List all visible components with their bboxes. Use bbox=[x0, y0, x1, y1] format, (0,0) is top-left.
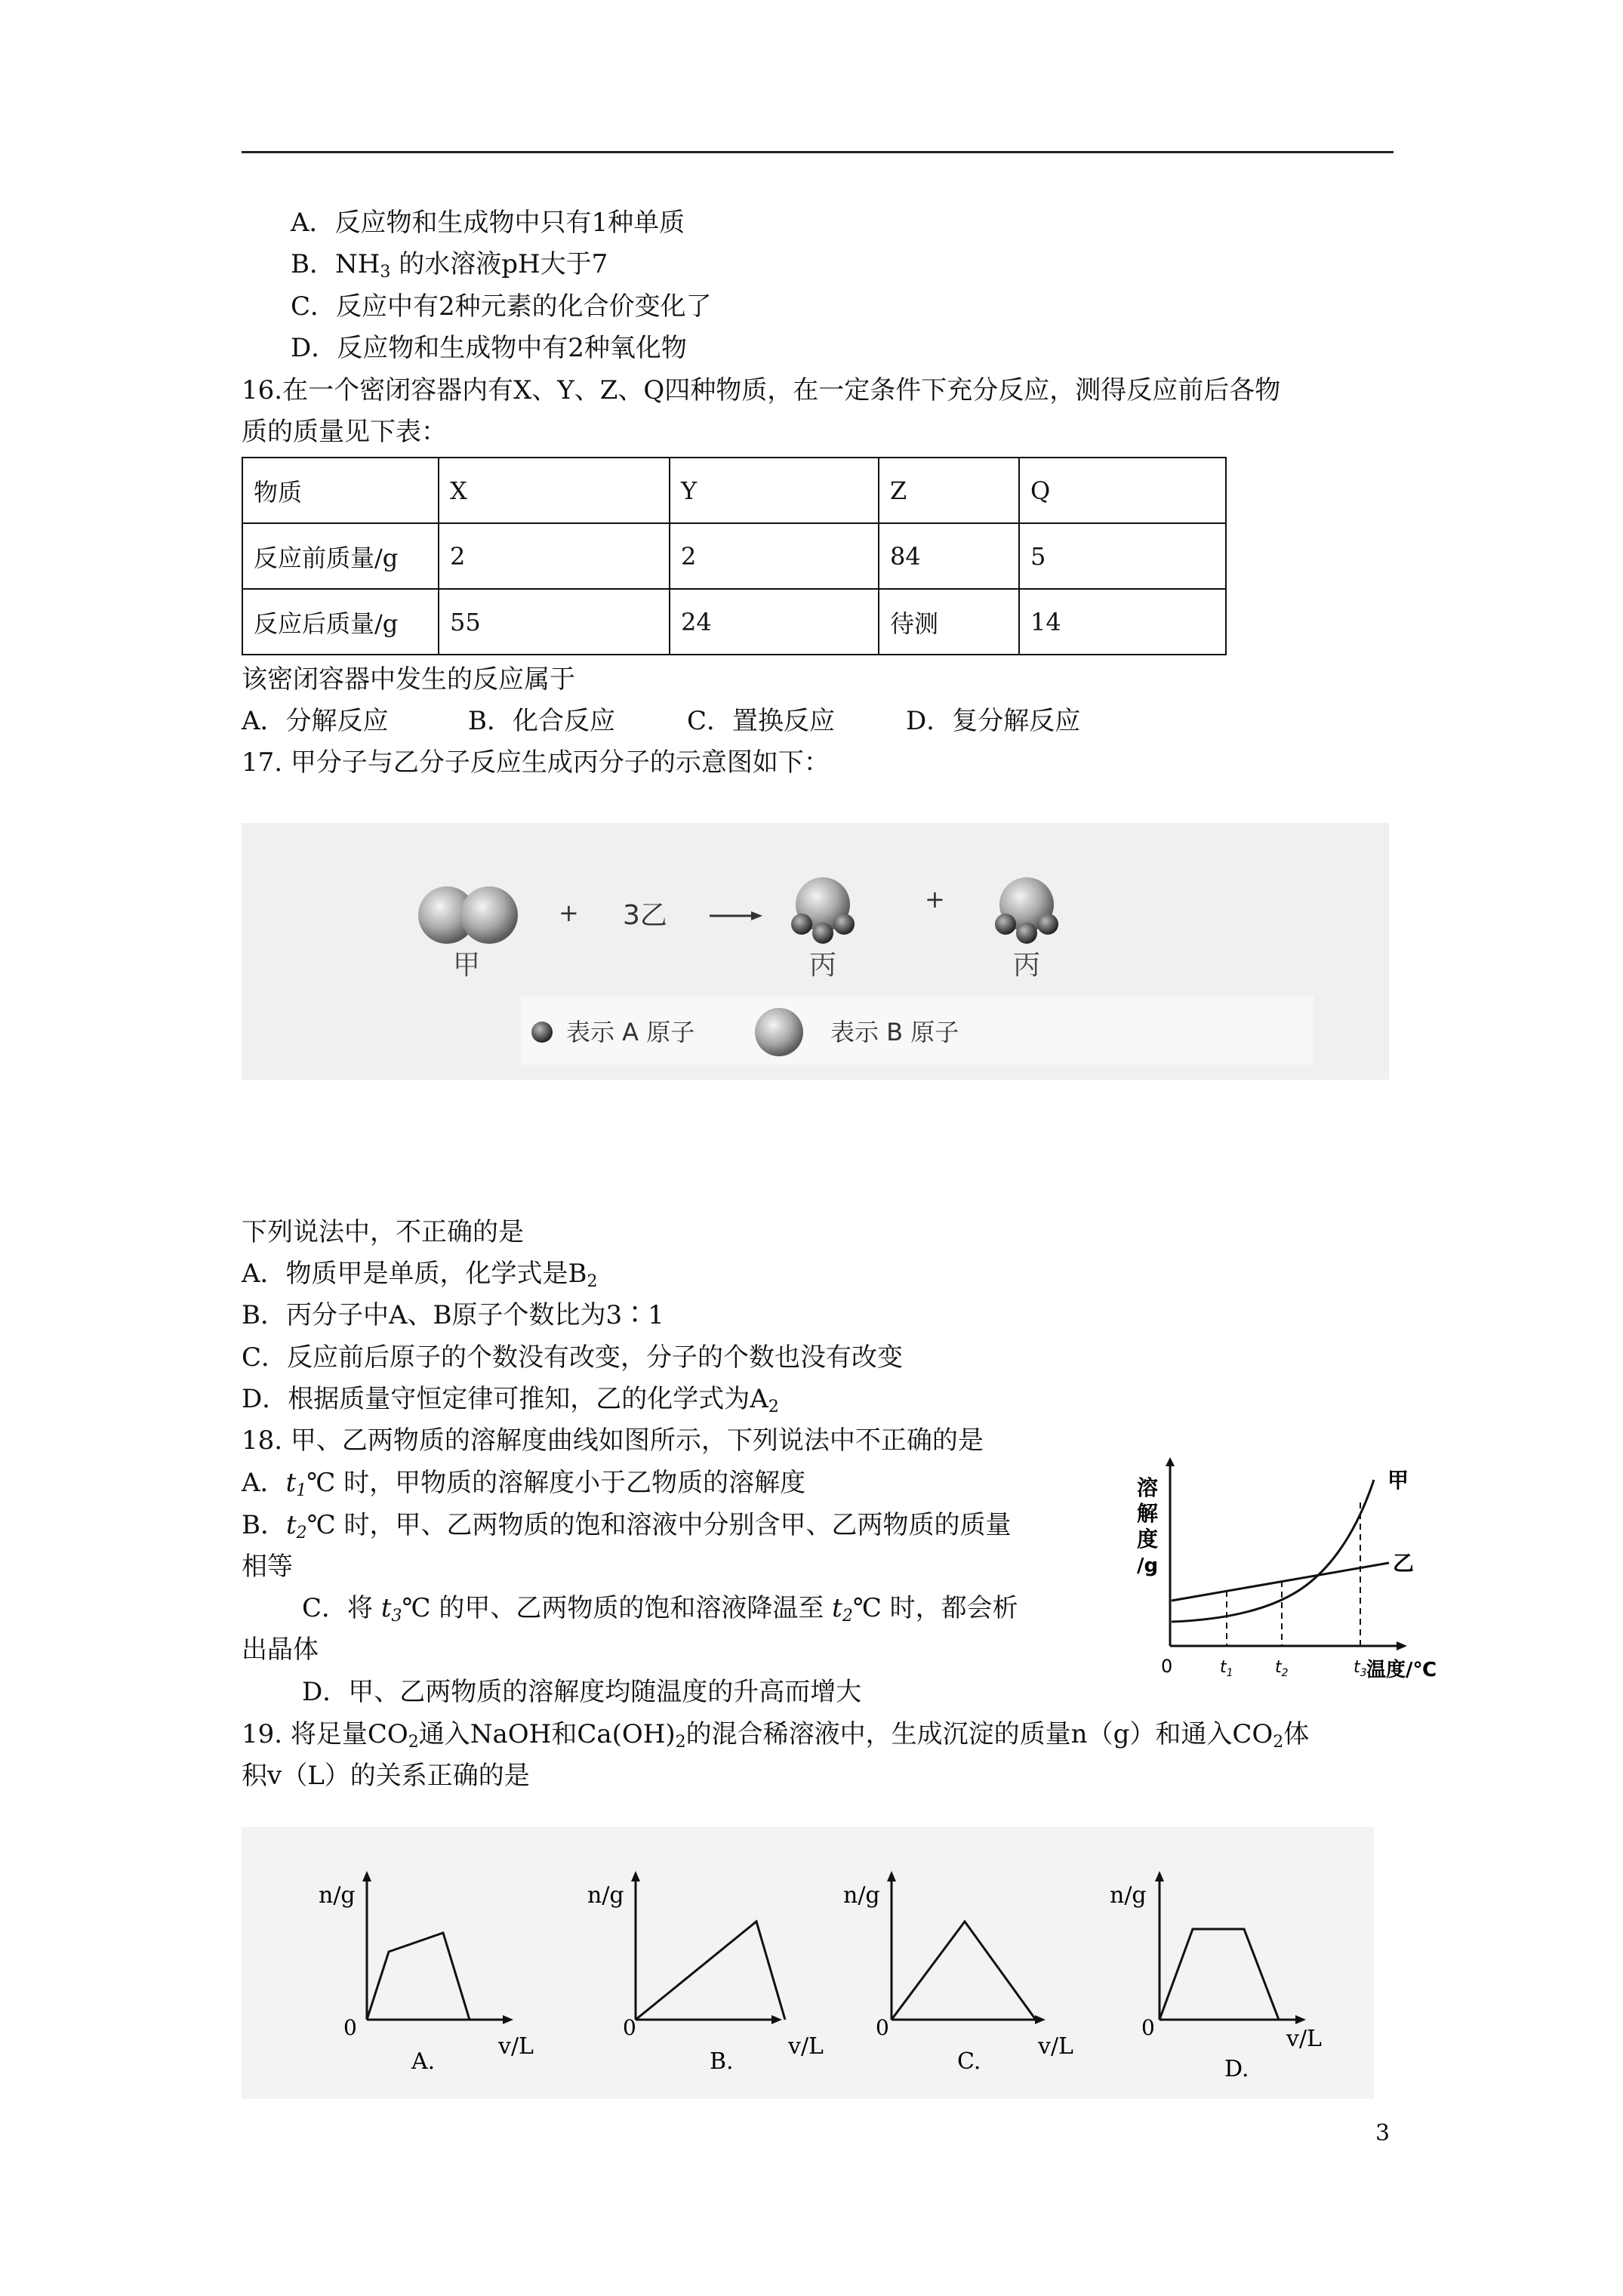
q18-option-b-line2: 相等 bbox=[242, 1552, 293, 1582]
table-cell: 物质 bbox=[242, 458, 439, 523]
q16-stem-line1: 16.在一个密闭容器内有X、Y、Z、Q四种物质，在一定条件下充分反应，测得反应前后各物 bbox=[242, 375, 1281, 405]
curve-yi-label: 乙 bbox=[1393, 1551, 1415, 1576]
q17-option-d: D．根据质量守恒定律可推知，乙的化学式为$A_2$ bbox=[242, 1384, 779, 1416]
table-cell: Q bbox=[1019, 458, 1226, 523]
label-bing-2: 丙 bbox=[1013, 950, 1041, 981]
x-axis-label: v/L bbox=[788, 2033, 824, 2060]
table-cell: 待测 bbox=[879, 589, 1019, 655]
graph-letter: C. bbox=[957, 2048, 981, 2075]
table-cell: Z bbox=[879, 458, 1019, 523]
table-cell: 2 bbox=[439, 523, 670, 589]
header-rule bbox=[242, 151, 1394, 153]
table-cell: 反应前质量/g bbox=[242, 523, 439, 589]
q17-question: 下列说法中，不正确的是 bbox=[242, 1217, 524, 1247]
table-cell: X bbox=[439, 458, 670, 523]
x-axis-label: v/L bbox=[1286, 2026, 1322, 2052]
table-cell: Y bbox=[670, 458, 879, 523]
q17-option-c: C．反应前后原子的个数没有改变，分子的个数也没有改变 bbox=[242, 1342, 904, 1373]
table-cell: 55 bbox=[439, 589, 670, 655]
q15-option-b: B．$NH_3$ 的水溶液pH大于7 bbox=[291, 249, 608, 282]
y-axis-label: n/g bbox=[319, 1882, 356, 1909]
y-label-char: 度 bbox=[1137, 1527, 1159, 1552]
x-axis-label: v/L bbox=[1038, 2033, 1073, 2060]
q19-stem-line1: 19. 将足量$CO_2$通入NaOH和$Ca(OH)_2$的混合稀溶液中，生成沉淀的质量n（g）和通入$CO_2$体 bbox=[242, 1719, 1310, 1752]
q19-graphs bbox=[242, 1827, 1374, 2099]
tick-t2: $t_2$ bbox=[1275, 1658, 1289, 1679]
origin-label: 0 bbox=[623, 2015, 636, 2040]
a-atom-icon bbox=[791, 914, 812, 935]
table-row bbox=[242, 589, 1226, 655]
q18-solubility-graph bbox=[1132, 1457, 1437, 1699]
page-number: 3 bbox=[1375, 2120, 1390, 2147]
q16-mass-table bbox=[242, 457, 1227, 655]
table-cell: 5 bbox=[1019, 523, 1226, 589]
q15-option-a: A．反应物和生成物中只有1种单质 bbox=[291, 208, 685, 238]
legend-b-label: 表示 B 原子 bbox=[830, 1018, 959, 1046]
y-axis-label: n/g bbox=[587, 1882, 624, 1909]
table-row bbox=[242, 523, 1226, 589]
origin-label: 0 bbox=[876, 2015, 889, 2040]
graph-letter: B. bbox=[710, 2048, 734, 2075]
a-atom-icon bbox=[833, 914, 855, 935]
q18-option-b-line1: B．$t_2℃$ 时，甲、乙两物质的饱和溶液中分别含甲、乙两物质的质量 bbox=[242, 1510, 1012, 1542]
y-axis-label: n/g bbox=[1110, 1882, 1147, 1909]
table-cell: 84 bbox=[879, 523, 1019, 589]
q17-stem: 17. 甲分子与乙分子反应生成丙分子的示意图如下： bbox=[242, 747, 830, 778]
tick-t1: $t_1$ bbox=[1220, 1658, 1233, 1679]
y-label-char: /g bbox=[1137, 1555, 1159, 1577]
q16-option-c: C．置换反应 bbox=[687, 706, 836, 736]
curve-yi bbox=[1172, 1563, 1389, 1601]
a-atom-icon bbox=[1037, 914, 1058, 935]
table-cell: 2 bbox=[670, 523, 879, 589]
y-label-char: 解 bbox=[1137, 1501, 1159, 1526]
plus-sign: + bbox=[559, 898, 579, 927]
origin-label: 0 bbox=[343, 2015, 357, 2040]
q15-option-d: D．反应物和生成物中有2种氧化物 bbox=[291, 333, 687, 363]
q16-stem-line2: 质的质量见下表： bbox=[242, 417, 447, 447]
a-atom-icon bbox=[1016, 923, 1037, 944]
b-atom-legend-icon bbox=[755, 1008, 803, 1056]
y-label-char: 溶 bbox=[1137, 1475, 1159, 1500]
label-bing-1: 丙 bbox=[809, 950, 837, 981]
q18-option-a: A．$t_1℃$ 时，甲物质的溶解度小于乙物质的溶解度 bbox=[242, 1468, 806, 1500]
curve-jia-label: 甲 bbox=[1387, 1468, 1409, 1493]
origin-label: 0 bbox=[1141, 2015, 1155, 2040]
tick-t3: $t_3$ bbox=[1354, 1658, 1367, 1679]
q15-option-c: C．反应中有2种元素的化合价变化了 bbox=[291, 291, 712, 322]
plus-sign: + bbox=[925, 885, 945, 914]
legend-a-label: 表示 A 原子 bbox=[566, 1018, 695, 1046]
q19-stem-line2: 积v（L）的关系正确的是 bbox=[242, 1761, 530, 1791]
a-atom-icon bbox=[995, 914, 1016, 935]
q17-option-a: A．物质甲是单质，化学式是$B_2$ bbox=[242, 1259, 598, 1291]
q16-option-d: D．复分解反应 bbox=[906, 706, 1081, 736]
a-atom-legend-icon bbox=[531, 1022, 553, 1043]
q18-option-d: D．甲、乙两物质的溶解度均随温度的升高而增大 bbox=[302, 1677, 862, 1707]
table-cell: 14 bbox=[1019, 589, 1226, 655]
x-axis-arrow bbox=[1397, 1641, 1407, 1650]
q18-stem: 18. 甲、乙两物质的溶解度曲线如图所示，下列说法中不正确的是 bbox=[242, 1425, 984, 1456]
b-atom-icon bbox=[460, 886, 518, 944]
curve-jia bbox=[1172, 1480, 1374, 1622]
table-cell: 反应后质量/g bbox=[242, 589, 439, 655]
q16-option-b: B．化合反应 bbox=[468, 706, 615, 736]
graph-letter: D. bbox=[1224, 2056, 1249, 2082]
x-axis-label: 温度/℃ bbox=[1366, 1659, 1437, 1681]
y-axis-arrow bbox=[1166, 1457, 1175, 1466]
origin-label: 0 bbox=[1161, 1656, 1173, 1677]
a-atom-icon bbox=[812, 923, 833, 944]
q17-molecule-diagram bbox=[242, 823, 1389, 1080]
table-cell: 24 bbox=[670, 589, 879, 655]
q16-question: 该密闭容器中发生的反应属于 bbox=[242, 664, 575, 695]
x-axis-label: v/L bbox=[498, 2033, 534, 2060]
y-axis-label: n/g bbox=[843, 1882, 880, 1909]
q16-option-a: A．分解反应 bbox=[242, 706, 389, 736]
label-jia: 甲 bbox=[453, 950, 481, 981]
q17-option-b: B．丙分子中A、B原子个数比为3∶1 bbox=[242, 1300, 664, 1330]
coefficient-label: 3乙 bbox=[623, 900, 667, 931]
q18-option-c-line1: C．将 $t_3℃$ 的甲、乙两物质的饱和溶液降温至 $t_2℃$ 时，都会析 bbox=[302, 1593, 1018, 1626]
graph-letter: A. bbox=[411, 2048, 436, 2075]
q18-option-c-line2: 出晶体 bbox=[242, 1635, 319, 1665]
table-row bbox=[242, 458, 1226, 523]
